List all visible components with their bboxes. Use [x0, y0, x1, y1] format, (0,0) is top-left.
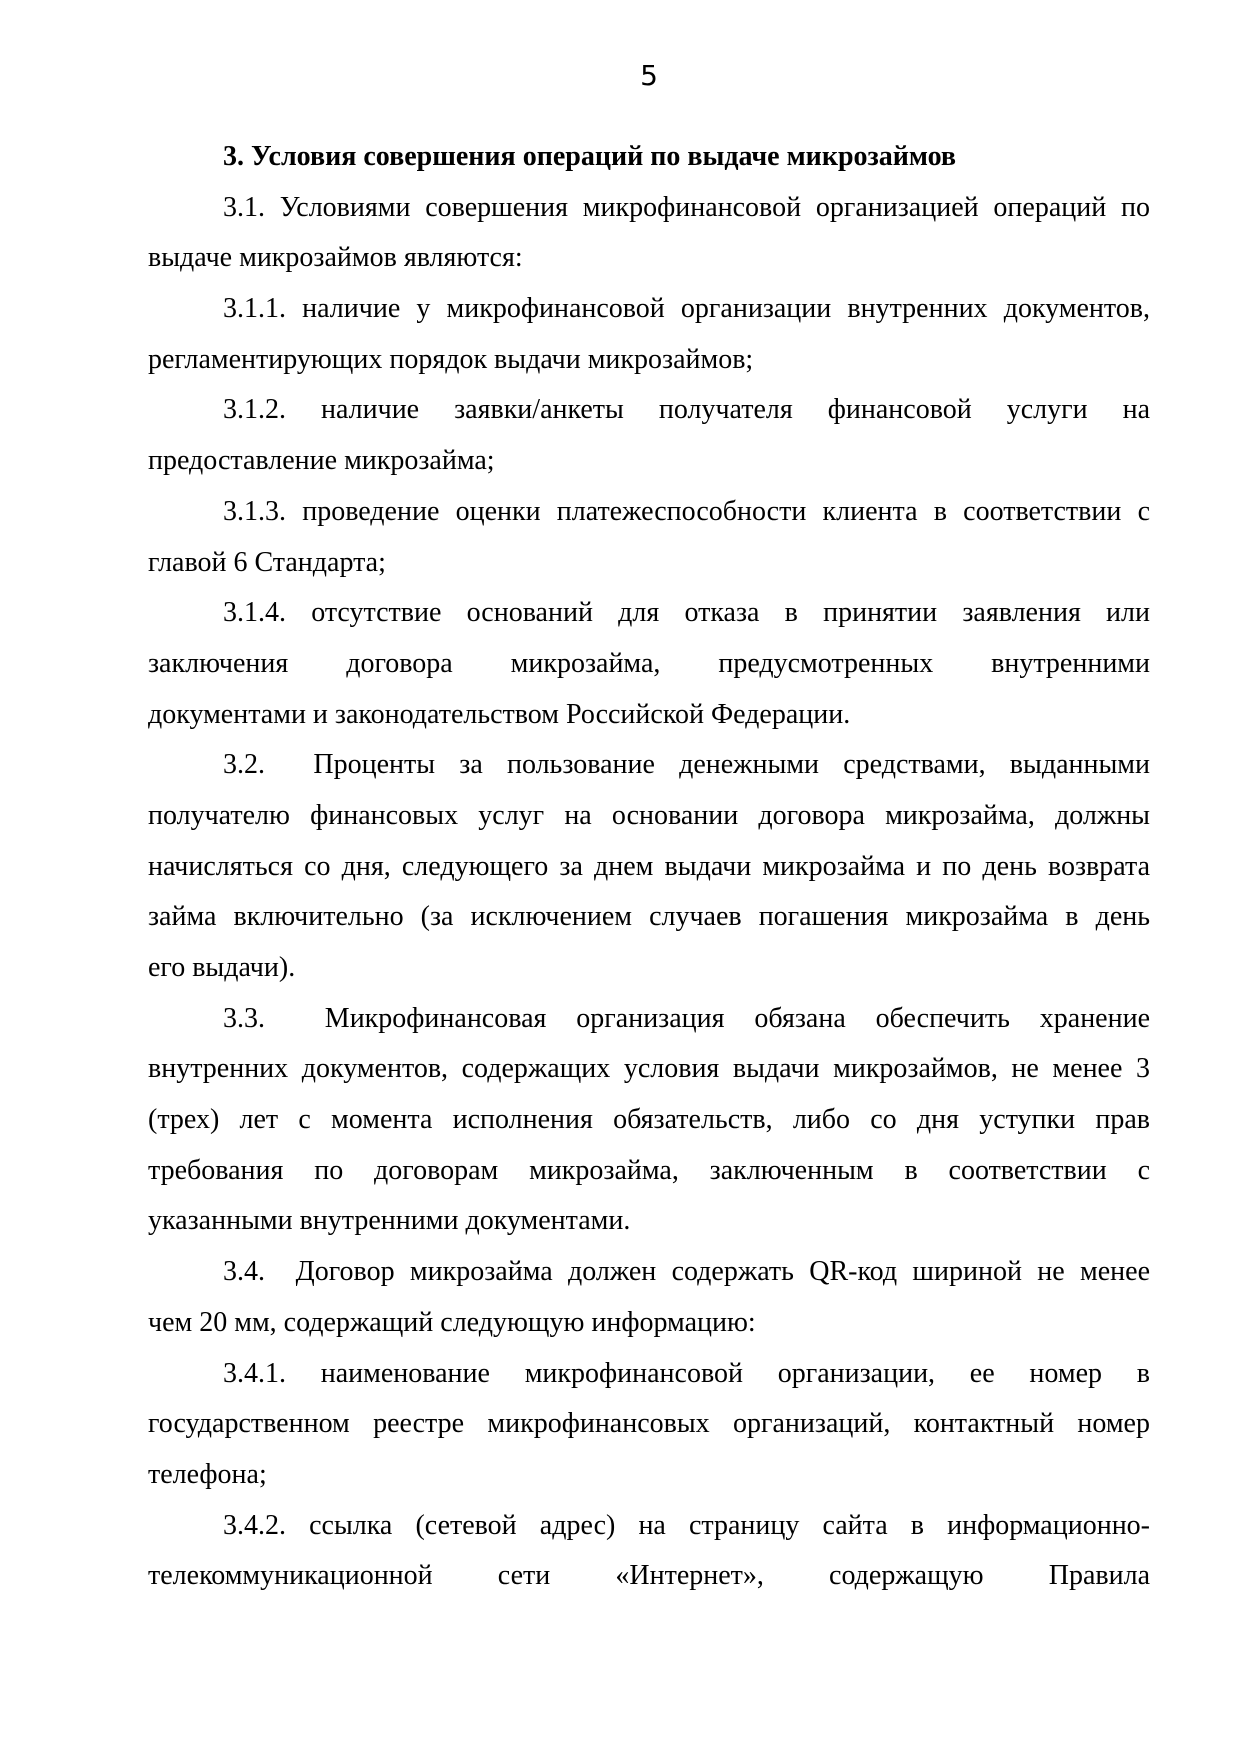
- document-body: [148, 132, 1150, 1602]
- text-line: начисляться со дня, следующего за днем выдачи микрозайма и по день возврата: [148, 850, 1150, 882]
- text-line: 3.4.2. ссылка (сетевой адрес) на страницу сайта в информационно-: [223, 1509, 1150, 1541]
- text-line: чем 20 мм, содержащий следующую информацию:: [148, 1306, 756, 1338]
- text-line: регламентирующих порядок выдачи микрозаймов;: [148, 343, 754, 375]
- text-line: (трех) лет с момента исполнения обязательств, либо со дня уступки прав: [148, 1104, 1150, 1136]
- text-line: документами и законодательством Российской Федерации.: [148, 698, 851, 730]
- text-line: 3.1.3. проведение оценки платежеспособности клиента в соответствии с: [223, 495, 1150, 527]
- text-line: его выдачи).: [148, 952, 296, 983]
- text-line: главой 6 Стандарта;: [148, 546, 386, 578]
- text-line: предоставление микрозайма;: [148, 445, 495, 477]
- text-line: выдаче микрозаймов являются:: [148, 242, 523, 274]
- text-line: государственном реестре микрофинансовых организаций, контактный номер: [148, 1408, 1150, 1440]
- text-line: 3.2. Проценты за пользование денежными средствами, выданными: [223, 749, 1150, 781]
- text-line: получателю финансовых услуг на основании договора микрозайма, должны: [148, 799, 1150, 831]
- section-heading: 3. Условия совершения операций по выдаче микрозаймов: [223, 141, 957, 172]
- text-line: внутренних документов, содержащих условия выдачи микрозаймов, не менее 3: [148, 1053, 1150, 1085]
- text-line: 3.4. Договор микрозайма должен содержать QR-код шириной не менее: [223, 1256, 1150, 1288]
- text-line: указанными внутренними документами.: [148, 1205, 631, 1237]
- text-line: телекоммуникационной сети «Интернет», содержащую Правила: [148, 1560, 1150, 1592]
- text-line: 3.1.1. наличие у микрофинансовой организации внутренних документов,: [223, 293, 1150, 325]
- text-line: 3.1.4. отсутствие оснований для отказа в принятии заявления или: [223, 597, 1150, 629]
- text-line: 3.1.2. наличие заявки/анкеты получателя финансовой услуги на: [223, 394, 1150, 426]
- text-line: требования по договорам микрозайма, заключенным в соответствии с: [148, 1154, 1150, 1186]
- text-line: 3.1. Условиями совершения микрофинансовой организацией операций по: [223, 191, 1150, 223]
- text-line: займа включительно (за исключением случаев погашения микрозайма в день: [148, 901, 1150, 933]
- text-line: телефона;: [148, 1458, 267, 1490]
- page-number: 5: [640, 59, 658, 92]
- text-line: заключения договора микрозайма, предусмотренных внутренними: [148, 647, 1150, 679]
- text-line: 3.4.1. наименование микрофинансовой организации, ее номер в: [223, 1357, 1150, 1389]
- text-line: 3.3. Микрофинансовая организация обязана обеспечить хранение: [223, 1002, 1150, 1034]
